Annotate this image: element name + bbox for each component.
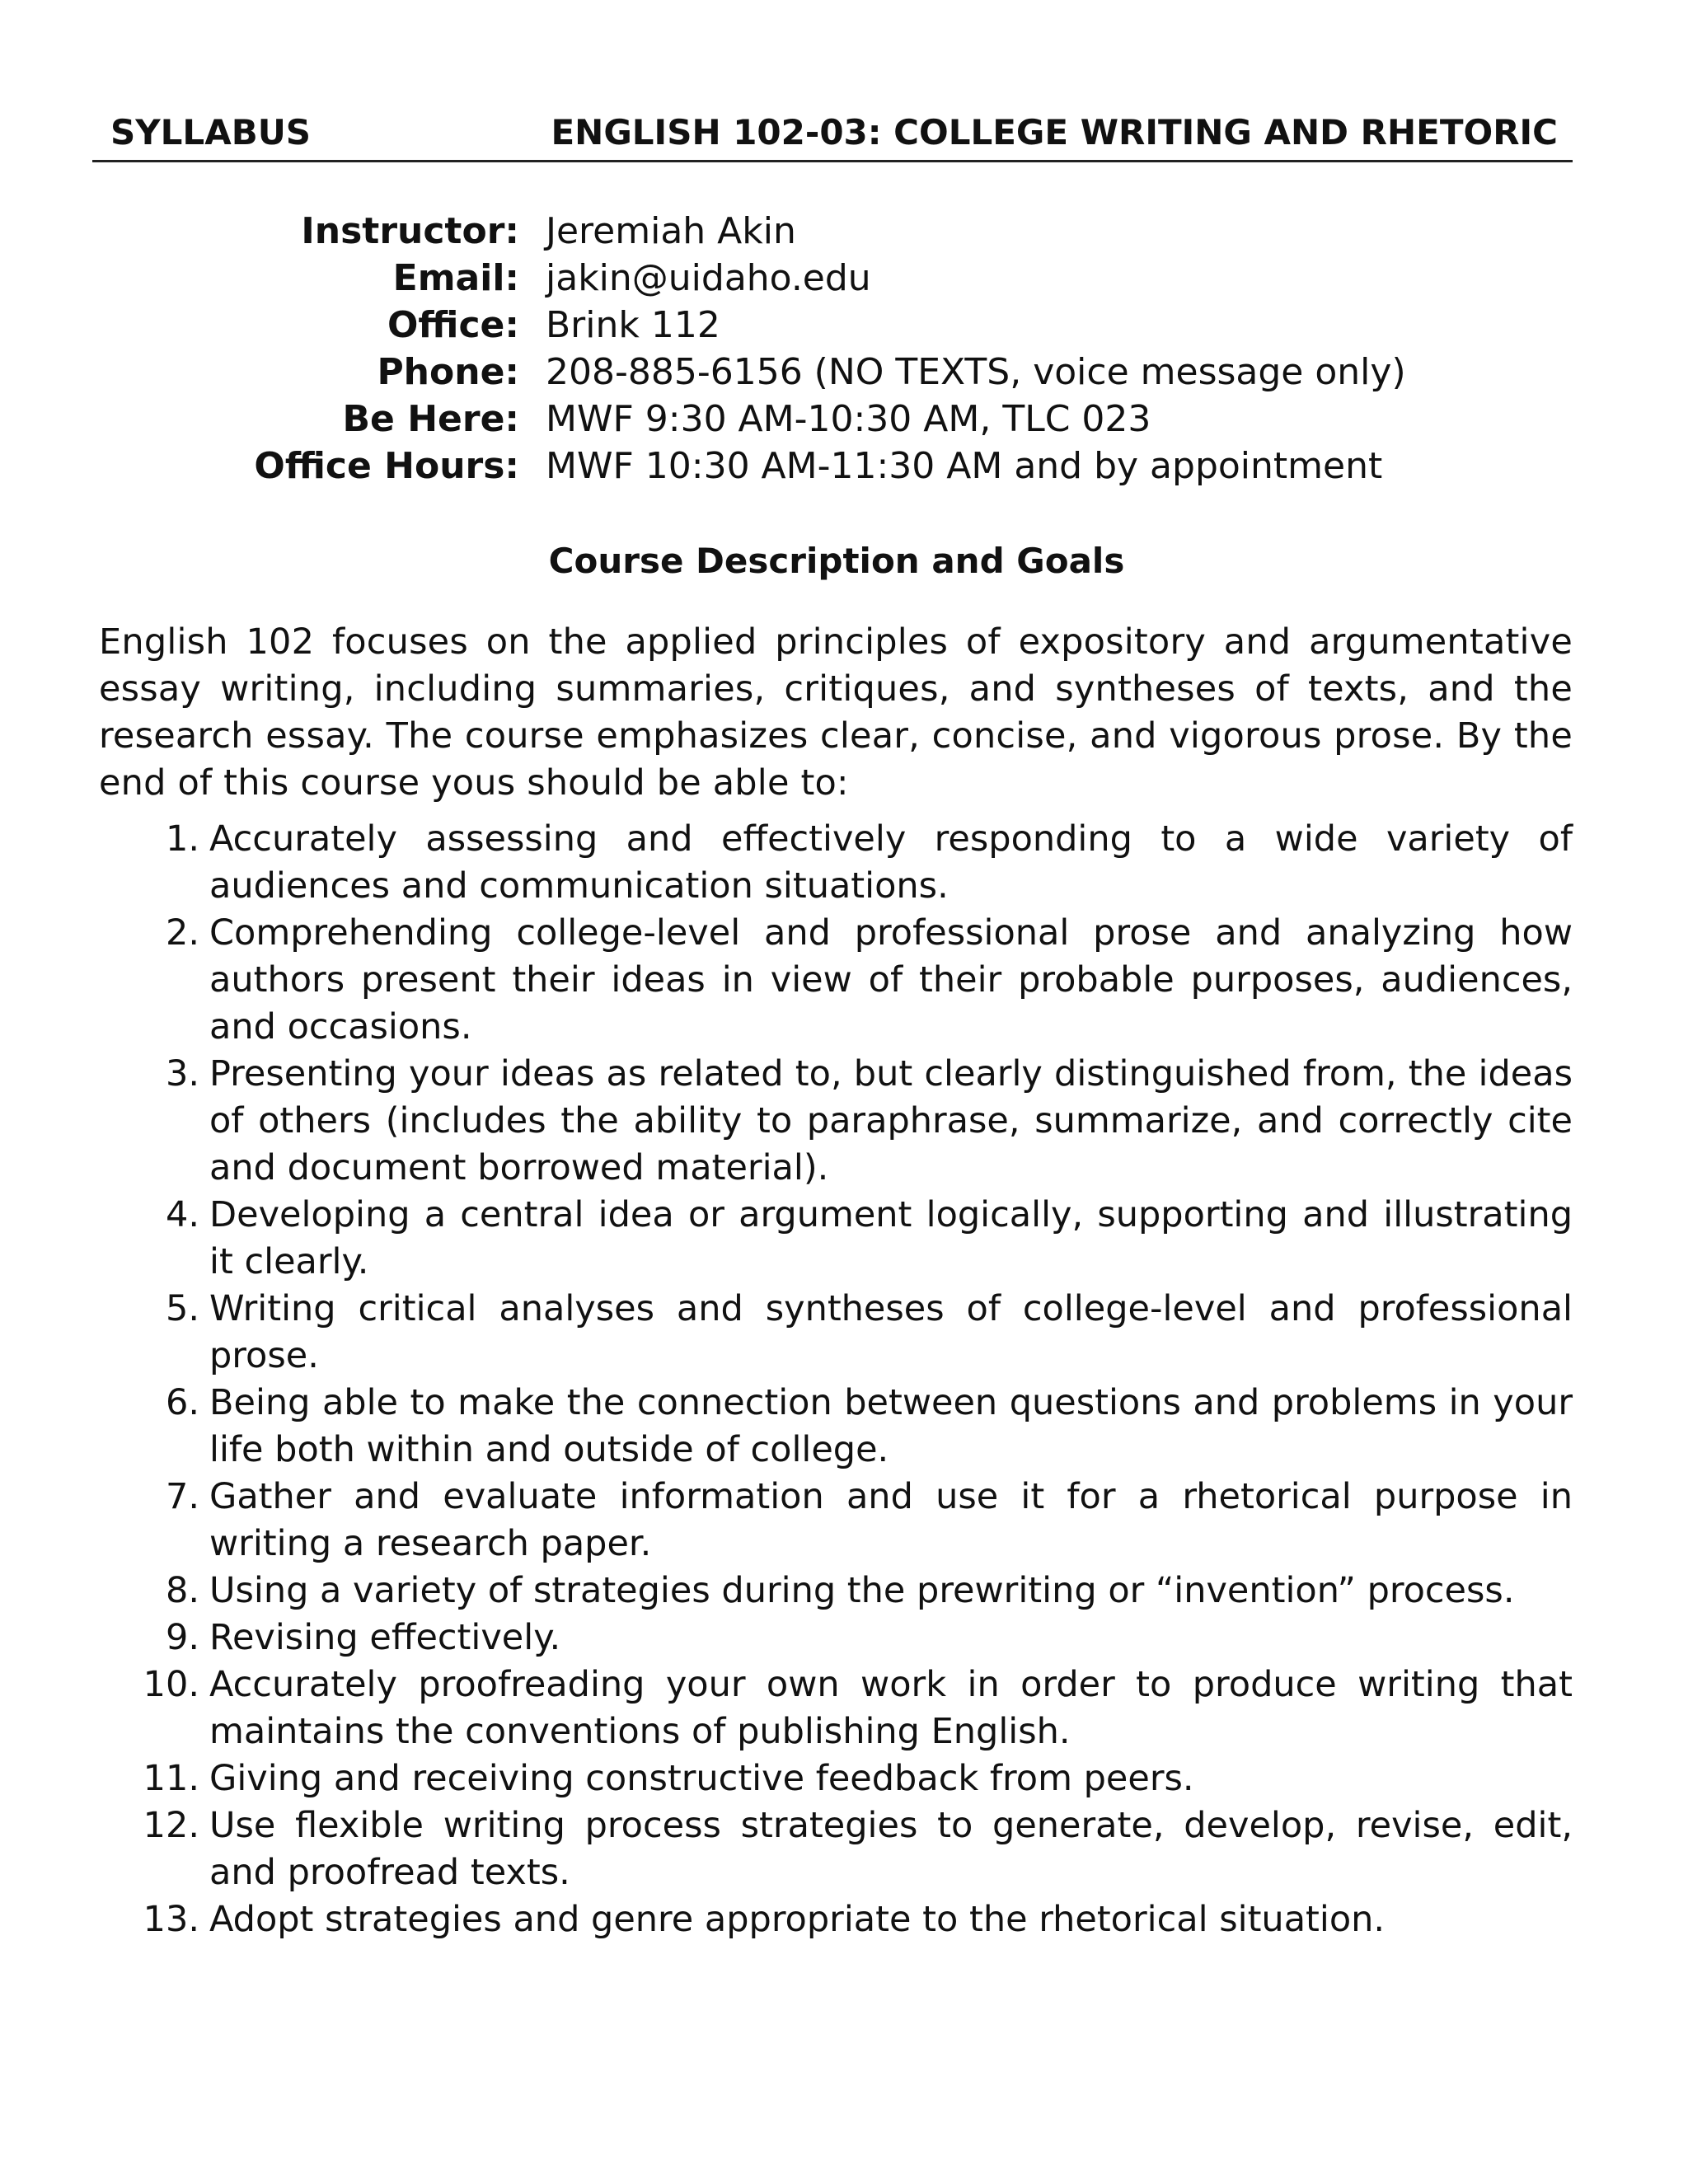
goals-list (99, 816, 1573, 1943)
course-description: English 102 focuses on the applied principles of expository and argumentative essay writing, including summaries, critiques, and syntheses of texts, and the research essay. The course emphasizes clear, concise, and vigorous prose. By the end of this course yous should be able to: (99, 621, 1573, 804)
list-number: 1. (165, 818, 199, 860)
list-item (99, 816, 1573, 910)
list-item (99, 1192, 1573, 1286)
list-text: Comprehending college-level and professional prose and analyzing how authors present their ideas in view of their probable purposes, audiences, and occasions. (209, 912, 1573, 1047)
list-number: 5. (165, 1288, 199, 1329)
info-row-email (0, 255, 1688, 302)
list-item (99, 910, 1573, 1051)
list-text: Using a variety of strategies during the prewriting or “invention” process. (209, 1570, 1515, 1611)
list-number: 8. (165, 1570, 199, 1611)
list-text: Developing a central idea or argument logically, supporting and illustrating it clearly. (209, 1194, 1573, 1282)
list-item (99, 1051, 1573, 1192)
list-item (99, 1474, 1573, 1568)
list-item (99, 1896, 1573, 1943)
list-number: 13. (143, 1899, 199, 1940)
info-value: 208-885-6156 (NO TEXTS, voice message only) (546, 351, 1406, 393)
list-number: 10. (143, 1664, 199, 1705)
list-number: 4. (165, 1194, 199, 1235)
info-value: Jeremiah Akin (546, 210, 796, 252)
info-label: Office: (387, 304, 519, 346)
info-label: Email: (392, 257, 519, 299)
list-item (99, 1661, 1573, 1755)
info-label: Instructor: (301, 210, 519, 252)
list-text: Use flexible writing process strategies to generate, develop, revise, edit, and proofread texts. (209, 1805, 1573, 1893)
info-value-email: jakin@uidaho.edu (546, 257, 871, 299)
list-number: 2. (165, 912, 199, 954)
section-heading: Course Description and Goals (548, 541, 1125, 581)
list-item (99, 1286, 1573, 1380)
list-number: 3. (165, 1053, 199, 1094)
list-item (99, 1568, 1573, 1615)
header-course-title: ENGLISH 102-03: COLLEGE WRITING AND RHETORIC (551, 112, 1558, 152)
list-item (99, 1802, 1573, 1896)
page-header (92, 109, 1573, 162)
info-value: MWF 9:30 AM-10:30 AM, TLC 023 (546, 398, 1151, 440)
list-text: Presenting your ideas as related to, but clearly distinguished from, the ideas of others (includes the ability to paraphrase, summarize, and correctly cite and document borrowed material). (209, 1053, 1573, 1188)
list-item (99, 1380, 1573, 1474)
instructor-info (0, 208, 1688, 490)
list-item (99, 1615, 1573, 1661)
info-row-office (0, 302, 1688, 349)
list-number: 6. (165, 1382, 199, 1423)
list-number: 11. (143, 1758, 199, 1799)
list-item (99, 1755, 1573, 1802)
header-left-title: SYLLABUS (110, 112, 312, 152)
list-text: Adopt strategies and genre appropriate to the rhetorical situation. (209, 1899, 1386, 1940)
list-text: Gather and evaluate information and use it for a rhetorical purpose in writing a research paper. (209, 1476, 1573, 1564)
list-text: Revising effectively. (209, 1617, 561, 1658)
info-row-phone (0, 349, 1688, 396)
list-text: Being able to make the connection between questions and problems in your life both within and outside of college. (209, 1382, 1573, 1470)
info-label: Be Here: (342, 398, 519, 440)
info-row-office-hours (0, 443, 1688, 490)
info-label: Phone: (377, 351, 519, 393)
list-text: Accurately proofreading your own work in order to produce writing that maintains the conventions of publishing English. (209, 1664, 1573, 1752)
list-text: Accurately assessing and effectively responding to a wide variety of audiences and communication situations. (209, 818, 1573, 907)
list-number: 12. (143, 1805, 199, 1846)
info-value: MWF 10:30 AM-11:30 AM and by appointment (546, 445, 1383, 487)
info-label: Office Hours: (254, 445, 519, 487)
info-row-be-here (0, 396, 1688, 443)
info-value: Brink 112 (546, 304, 720, 346)
list-text: Giving and receiving constructive feedback from peers. (209, 1758, 1194, 1799)
list-number: 9. (165, 1617, 199, 1658)
info-row-instructor (0, 208, 1688, 255)
list-text: Writing critical analyses and syntheses of college-level and professional prose. (209, 1288, 1573, 1376)
list-number: 7. (165, 1476, 199, 1517)
